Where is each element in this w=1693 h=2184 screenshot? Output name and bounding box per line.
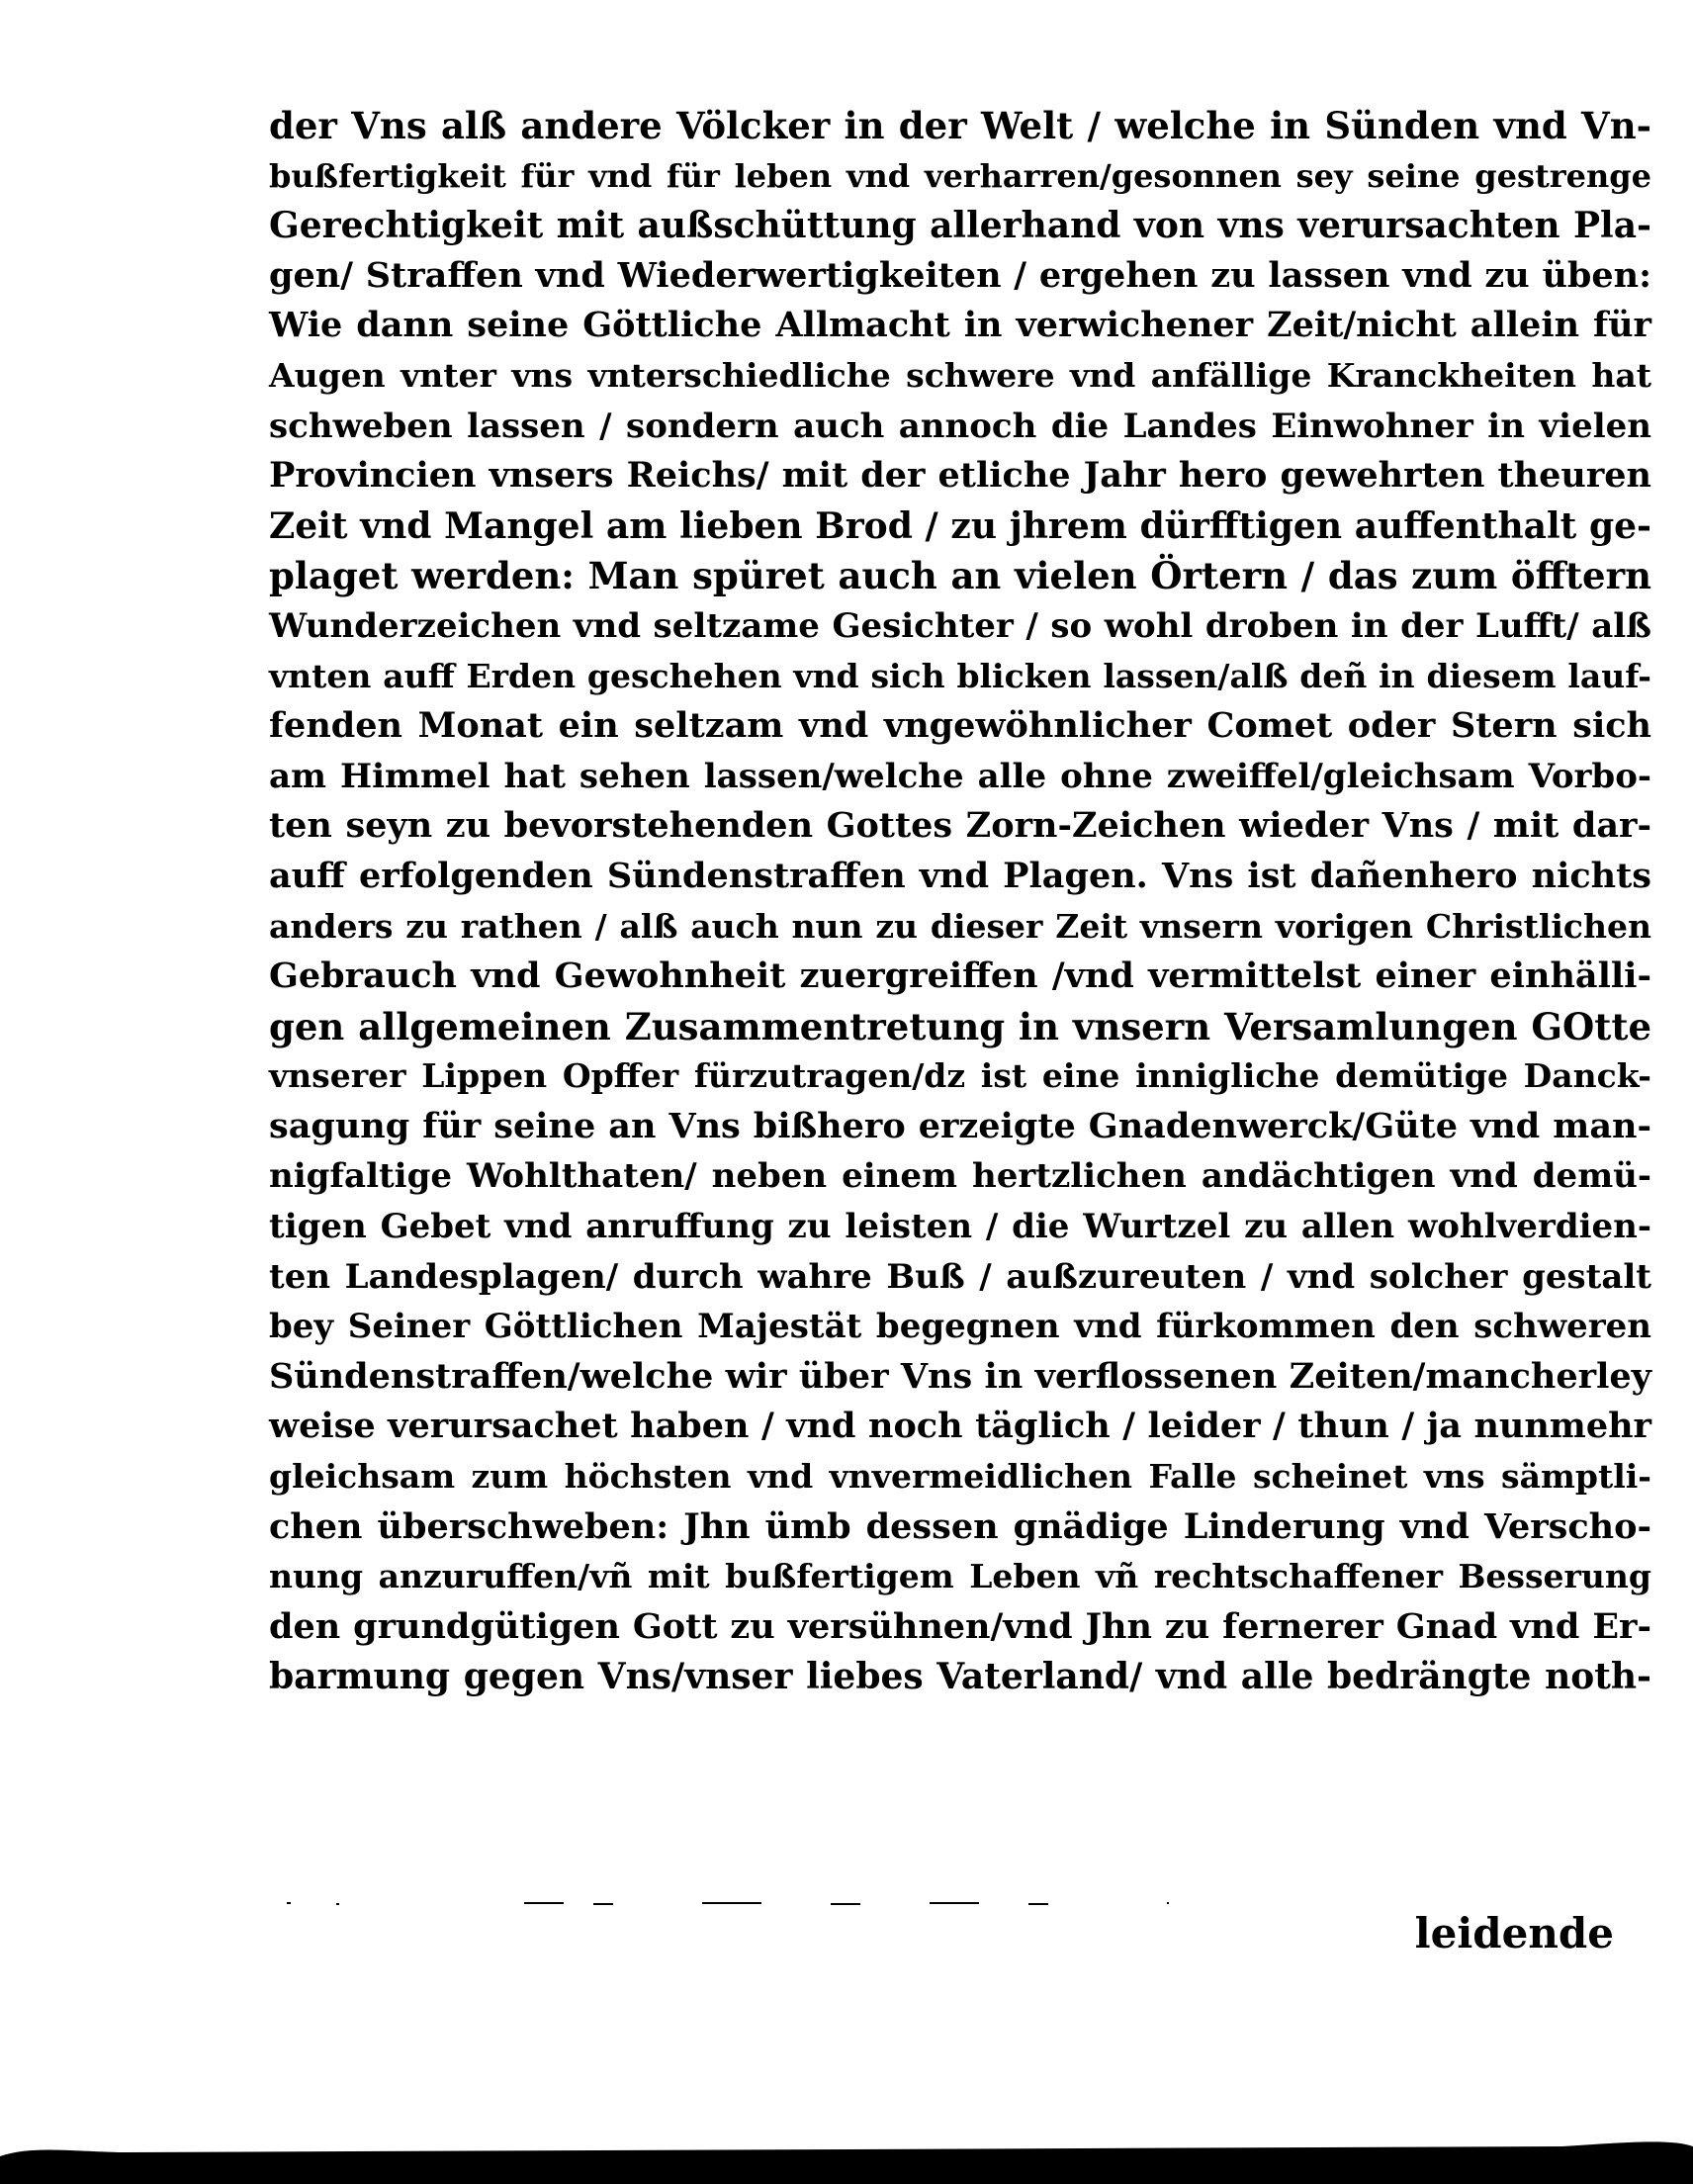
text-line: Gebrauch vnd Gewohnheit zuergreiffen /vnd vermittelst einer einhälli- bbox=[269, 956, 1651, 997]
text-line: ten Landesplagen/ durch wahre Buß / außzureuten / vnd solcher gestalt bbox=[269, 1256, 1651, 1297]
text-line: am Himmel hat sehen lassen/welche alle ohne zweiffel/gleichsam Vorbo- bbox=[269, 756, 1651, 796]
text-line: Sündenstraffen/welche wir über Vns in verflossenen Zeiten/mancherley bbox=[269, 1355, 1651, 1397]
text-line: Gerechtigkeit mit außschüttung allerhand von vns verursachten Pla- bbox=[269, 205, 1651, 247]
text-line: nung anzuruffen/vñ mit bußfertigem Leben vñ rechtschaffener Besserung bbox=[269, 1557, 1651, 1596]
text-line: Provincien vnsers Reichs/ mit der etliche Jahr hero gewehrten theuren bbox=[269, 455, 1651, 497]
text-line: schweben lassen / sondern auch annoch die Landes Einwohner in vielen bbox=[269, 406, 1651, 446]
text-line: vnserer Lippen Opffer fürzutragen/dz ist eine innigliche demütige Danck- bbox=[269, 1056, 1651, 1096]
text-line: ten seyn zu bevorstehenden Gottes Zorn-Zeichen wieder Vns / mit dar- bbox=[269, 805, 1651, 847]
text-line: der Vns alß andere Völcker in der Welt / welche in Sünden vnd Vn- bbox=[269, 104, 1651, 147]
text-line: auff erfolgenden Sündenstraffen vnd Plagen. Vns ist dañenhero nichts bbox=[269, 855, 1651, 896]
text-line: gen allgemeinen Zusammentretung in vnsern Versamlungen GOtte bbox=[269, 1004, 1651, 1048]
text-line: Wunderzeichen vnd seltzame Gesichter / so wohl droben in der Lufft/ alß bbox=[269, 605, 1651, 646]
text-line: nigfaltige Wohlthaten/ neben einem hertzlichen andächtigen vnd demü- bbox=[269, 1156, 1651, 1197]
text-line: sagung für seine an Vns bißhero erzeigte Gnadenwerck/Güte vnd man- bbox=[269, 1105, 1651, 1146]
text-line: fenden Monat ein seltzam vnd vngewöhnlicher Comet oder Stern sich bbox=[269, 705, 1651, 747]
text-line: den grundgütigen Gott zu versühnen/vnd Jhn zu fernerer Gnad vnd Er- bbox=[269, 1605, 1651, 1647]
text-line: vnten auff Erden geschehen vnd sich blicken lassen/alß deñ in diesem lauf- bbox=[269, 656, 1651, 695]
catchword: leidende bbox=[1414, 1909, 1614, 1957]
text-line: anders zu rathen / alß auch nun zu dieser Zeit vnsern vorigen Christlichen bbox=[269, 906, 1651, 946]
text-line: chen überschweben: Jhn ümb dessen gnädige Linderung vnd Verscho- bbox=[269, 1505, 1651, 1547]
text-line: bey Seiner Göttlichen Majestät begegnen vnd fürkommen den schweren bbox=[269, 1307, 1651, 1347]
text-line: gleichsam zum höchsten vnd vnvermeidlichen Falle scheinet vns sämptli- bbox=[269, 1457, 1651, 1497]
page-edge-shadow bbox=[0, 2117, 1693, 2184]
text-line: weise verursachet haben / vnd noch täglich / leider / thun / ja nunmehr bbox=[269, 1406, 1651, 1447]
text-line: bußfertigkeit für vnd für leben vnd verharren/gesonnen sey seine gestrenge bbox=[269, 156, 1651, 195]
text-line: plaget werden: Man spüret auch an vielen Örtern / das zum öfftern bbox=[269, 554, 1651, 598]
body-text bbox=[269, 101, 1651, 1702]
text-line: Augen vnter vns vnterschiedliche schwere vnd anfällige Kranckheiten hat bbox=[269, 355, 1651, 395]
text-line: Wie dann seine Göttliche Allmacht in verwichener Zeit/nicht allein für bbox=[269, 305, 1651, 346]
text-line: tigen Gebet vnd anruffung zu leisten / die Wurtzel zu allen wohlverdien- bbox=[269, 1207, 1651, 1247]
print-speckles bbox=[277, 1899, 1661, 1907]
text-line: gen/ Straffen vnd Wiederwertigkeiten / ergehen zu lassen vnd zu üben: bbox=[269, 254, 1651, 296]
text-line: barmung gegen Vns/vnser liebes Vaterland/ vnd alle bedrängte noth- bbox=[269, 1656, 1651, 1698]
text-line: Zeit vnd Mangel am lieben Brod / zu jhrem dürfftigen auffenthalt ge- bbox=[269, 504, 1651, 547]
